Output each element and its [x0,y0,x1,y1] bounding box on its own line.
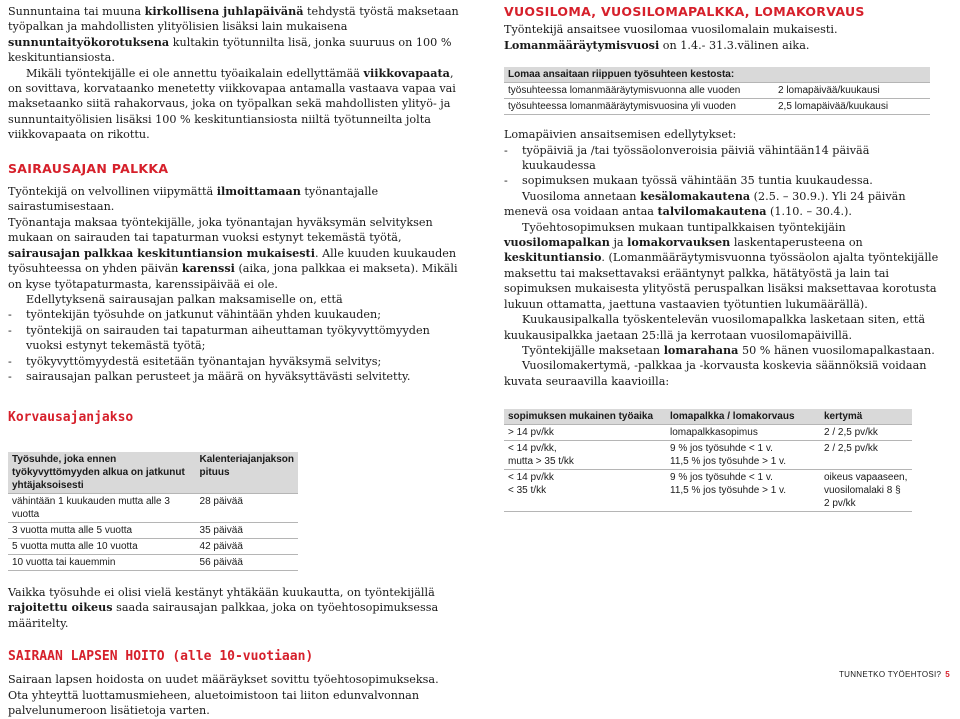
notify-paragraph: Työntekijä on velvollinen viipymättä ilmoittamaan työnantajalle sairastumisestaan. [8,184,379,214]
sick-child-paragraph: Sairaan lapsen hoidosta on uudet määräykset sovittu työehtosopimukseksa. Ota yhteyttä luottamusmieheen, aluetoimistoon tai liiton edunvalvonnan palvelunumeroon lisätietoja varten. [8,673,439,718]
list-item: - työntekijä on sairauden tai tapaturman aiheuttaman työkyvyttömyyden vuoksi estynyt tekemästä työtä; [8,323,460,354]
sick-pay-paragraph: Työnantaja maksaa työntekijälle, joka työnantajan hyväksymän selvityksen mukaan on sairauden tai tapaturman vuoksi estynyt tekemästä työtä, sairausajan palkkaa keskituntiansion mukaisesti. Alle kuuden kuukauden työsuhteessa on yhden päivän karenssi (aika, jona palkkaa ei makseta). Mikäli on kyse työtapaturmasta, karenssipäivää ei ole. [8,215,458,291]
table-row: vähintään 1 kuukauden mutta alle 3 vuotta 28 päivää [8,493,298,522]
weekly-rest-paragraph: Mikäli työntekijälle ei ole annettu työaikalain edellyttämää viikkovapaata, on sovittava, korvataanko menetetty viikkovapaa antamalla vastaava vapaa vai maksetaanko siitä rahakorvaus, joka on työpalkan sekä mahdollisten ylityö- ja sunnuntaityölisien lisäksi 100 % keskituntiansiosta niiltä työtunneilta jolta viikkovapaata on rikottu. [8,65,456,142]
compensation-period-table [8,452,298,571]
table-row: < 14 pv/kk < 35 t/kk 9 % jos työsuhde < 1 v. 11,5 % jos työsuhde > 1 v. oikeus vapaaseen, vuosilomalaki 8 § 2 pv/kk [504,470,912,512]
list-item: - työpäiviä ja /tai työssäolonveroisia päiviä vähintään14 päivää kuukaudessa [504,143,944,174]
annual-leave-heading: VUOSILOMA, VUOSILOMAPALKKA, LOMAKORVAUS [504,4,865,19]
accrual-conditions-intro: Lomapäivien ansaitsemisen edellytykset: [504,128,737,142]
list-item: - työkyvyttömyydestä esitetään työnantajan hyväksymä selvitys; [8,354,460,369]
table-header-cell: Kalenteriajanjakson pituus [196,452,298,494]
table-row: työsuhteessa lomanmääräytymisvuonna alle vuoden 2 lomapäivää/kuukausi [504,83,930,99]
table-row: 5 vuotta mutta alle 10 vuotta 42 päivää [8,538,298,554]
diagram-intro-paragraph: Vuosilomakertymä, -palkkaa ja -korvausta koskevia säännöksiä voidaan kuvata seuraavilla kaavioilla: [504,359,927,388]
table-row: > 14 pv/kk lomapalkkasopimus 2 / 2,5 pv/kk [504,425,912,441]
table-header-cell: kertymä [820,409,912,425]
right-column [504,4,944,512]
table-header-cell: Lomaa ansaitaan riippuen työsuhteen kestosta: [504,67,930,83]
conditions-intro: Edellytyksenä sairausajan palkan maksamiselle on, että [26,292,343,306]
leave-summary-table [504,409,912,512]
table-header-cell: Työsuhde, joka ennen työkyvyttömyyden alkua on jatkunut yhtäjaksoisesti [8,452,196,494]
sunday-pay-paragraph: Sunnuntaina tai muuna kirkollisena juhlapäivänä tehdystä työstä maksetaan työpalkan ja mahdollisten ylityölisien lisäksi lain mukaisena sunnuntaityökorotuksena kultakin työtunnilta lisä, jonka suuruus on 100 % keskituntiansiosta. [8,4,459,65]
table-row: työsuhteessa lomanmääräytymisvuosina yli vuoden 2,5 lomapäivää/kuukausi [504,99,930,115]
list-item: - sairausajan palkan perusteet ja määrä on hyväksyttävästi selvitetty. [8,369,460,384]
accrual-conditions-list [504,143,944,189]
table-row: 3 vuotta mutta alle 5 vuotta 35 päivää [8,522,298,538]
page-footer [839,670,950,679]
leave-accrual-paragraph: Työntekijä ansaitsee vuosilomaa vuosilomalain mukaisesti. Lomanmääräytymisvuosi on 1.4.- 31.3.välinen aika. [504,23,838,52]
table-row: 10 vuotta tai kauemmin 56 päivää [8,554,298,570]
list-item: - työntekijän työsuhde on jatkunut vähintään yhden kuukauden; [8,307,460,322]
left-column [8,4,460,719]
table-row: < 14 pv/kk, mutta > 35 t/kk 9 % jos työsuhde < 1 v. 11,5 % jos työsuhde > 1 v. 2 / 2,5 pv/kk [504,441,912,470]
conditions-list [8,307,460,384]
limited-right-paragraph: Vaikka työsuhde ei olisi vielä kestänyt yhtäkään kuukautta, on työntekijällä rajoitettu oikeus saada sairausajan palkkaa, joka on työehtosopimuksessa määritelty. [8,585,439,630]
footer-label: TUNNETKO TYÖEHTOSI? [838,670,942,679]
monthly-pay-paragraph: Kuukausipalkalla työskentelevän vuosilomapalkka lasketaan siten, että kuukausipalkka jaetaan 25:llä ja kerrotaan vuosilomapäivillä. [504,313,926,342]
leave-season-paragraph: Vuosiloma annetaan kesälomakautena (2.5. – 30.9.). Yli 24 päivän menevä osa voidaan antaa talvilomakautena (1.10. – 30.4.). [504,188,906,219]
sick-child-heading: SAIRAAN LAPSEN HOITO (alle 10-vuotiaan) [8,648,314,664]
accrual-table [504,67,930,115]
sick-pay-heading: SAIRAUSAJAN PALKKA [8,160,169,176]
table-header-cell: sopimuksen mukainen työaika [504,409,666,425]
page-number: 5 [945,670,950,679]
table-header-cell: lomapalkka / lomakorvaus [666,409,820,425]
leave-pay-basis-paragraph: Työehtosopimuksen mukaan tuntipalkkaisen työntekijäin vuosilomapalkan ja lomakorvauksen laskentaperusteena on keskituntiansio. (Lomanmääräytymisvuonna työssäolon ajalta työntekijälle maksettu tai maksettavaksi erääntynyt palkka, hätätyöstä ja lain tai sopimuksen mukaisesta ylityöstä peruspalkan lisäksi maksettavaa korotusta lukuun ottamatta, jaettuna vastaavien työtuntien lukumäärällä). [504,220,939,311]
holiday-bonus-paragraph: Työntekijälle maksetaan lomarahana 50 % hänen vuosilomapalkastaan. [522,342,935,357]
list-item: - sopimuksen mukaan työssä vähintään 35 tuntia kuukaudessa. [504,173,944,188]
compensation-period-heading: Korvausajanjakso [8,410,134,426]
